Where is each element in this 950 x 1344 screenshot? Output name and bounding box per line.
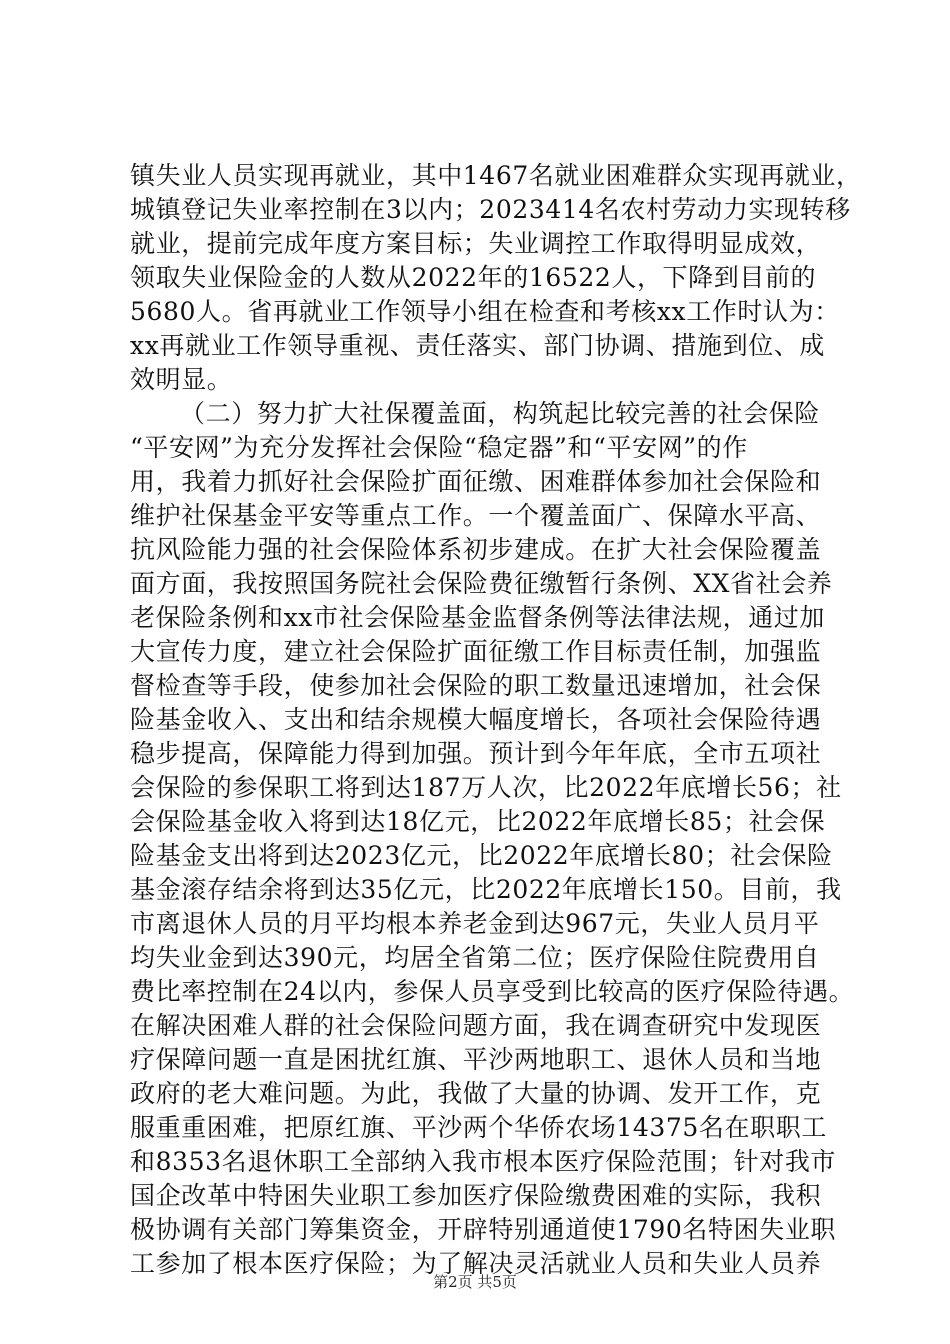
text-line: 5680人。省再就业工作领导小组在检查和考核xx工作时认为： — [130, 297, 840, 326]
text-line: 均失业金到达390元，均居全省第二位；医疗保险住院费用自 — [130, 943, 820, 972]
text-line: 基金滚存结余将到达35亿元，比2022年底增长150。目前，我 — [130, 875, 842, 904]
paragraph-start-line: （二）努力扩大社保覆盖面，构筑起比较完善的社会保险 — [180, 399, 821, 428]
text-line: xx再就业工作领导重视、责任落实、部门协调、措施到位、成 — [130, 331, 826, 360]
text-line: 城镇登记失业率控制在3以内；2023414名农村劳动力实现转移 — [130, 195, 851, 224]
text-line: 工参加了根本医疗保险；为了解决灵活就业人员和失业人员养 — [130, 1249, 822, 1278]
text-line: 和8353名退休职工全部纳入我市根本医疗保险范围；针对我市 — [130, 1147, 837, 1176]
text-line: 极协调有关部门筹集资金，开辟特别通道使1790名特困失业职 — [130, 1215, 837, 1244]
text-line: 险基金收入、支出和结余规模大幅度增长，各项社会保险待遇 — [130, 705, 822, 734]
page-footer: 第2页 共5页 — [433, 1273, 517, 1291]
text-line: 就业，提前完成年度方案目标；失业调控工作取得明显成效， — [130, 229, 822, 258]
text-line: 维护社保基金平安等重点工作。一个覆盖面广、保障水平高、 — [130, 501, 822, 530]
text-line: 会保险基金收入将到达18亿元，比2022年底增长85；社会保 — [130, 807, 826, 836]
text-line: 政府的老大难问题。为此，我做了大量的协调、发开工作，克 — [130, 1079, 822, 1108]
text-line: 效明显。 — [130, 365, 233, 394]
text-line: “平安网”为充分发挥社会保险“稳定器”和“平安网”的作 — [130, 433, 748, 462]
text-line: 疗保障问题一直是困扰红旗、平沙两地职工、退休人员和当地 — [130, 1045, 822, 1074]
text-line: 老保险条例和xx市社会保险基金监督条例等法律法规，通过加 — [130, 603, 826, 632]
text-line: 在解决困难人群的社会保险问题方面，我在调查研究中发现医 — [130, 1011, 822, 1040]
text-line: 费比率控制在24以内，参保人员享受到比较高的医疗保险待遇。 — [130, 977, 855, 1006]
text-line: 督检查等手段，使参加社会保险的职工数量迅速增加，社会保 — [130, 671, 822, 700]
text-line: 大宣传力度，建立社会保险扩面征缴工作目标责任制，加强监 — [130, 637, 822, 666]
text-line: 服重重困难，把原红旗、平沙两个华侨农场14375名在职职工 — [130, 1113, 827, 1142]
text-line: 稳步提高，保障能力得到加强。预计到今年年底，全市五项社 — [130, 739, 822, 768]
text-line: 面方面，我按照国务院社会保险费征缴暂行条例、XX省社会养 — [130, 569, 833, 598]
text-line: 国企改革中特困失业职工参加医疗保险缴费困难的实际，我积 — [130, 1181, 822, 1210]
text-line: 镇失业人员实现再就业，其中1467名就业困难群众实现再就业， — [130, 161, 862, 190]
text-line: 领取失业保险金的人数从2022年的16522人，下降到目前的 — [130, 263, 817, 292]
text-line: 抗风险能力强的社会保险体系初步建成。在扩大社会保险覆盖 — [130, 535, 822, 564]
text-line: 险基金支出将到达2023亿元，比2022年底增长80；社会保险 — [130, 841, 833, 870]
text-line: 用，我着力抓好社会保险扩面征缴、困难群体参加社会保险和 — [130, 467, 822, 496]
text-line: 会保险的参保职工将到达187万人次，比2022年底增长56；社 — [130, 773, 842, 802]
text-line: 市离退休人员的月平均根本养老金到达967元，失业人员月平 — [130, 909, 820, 938]
